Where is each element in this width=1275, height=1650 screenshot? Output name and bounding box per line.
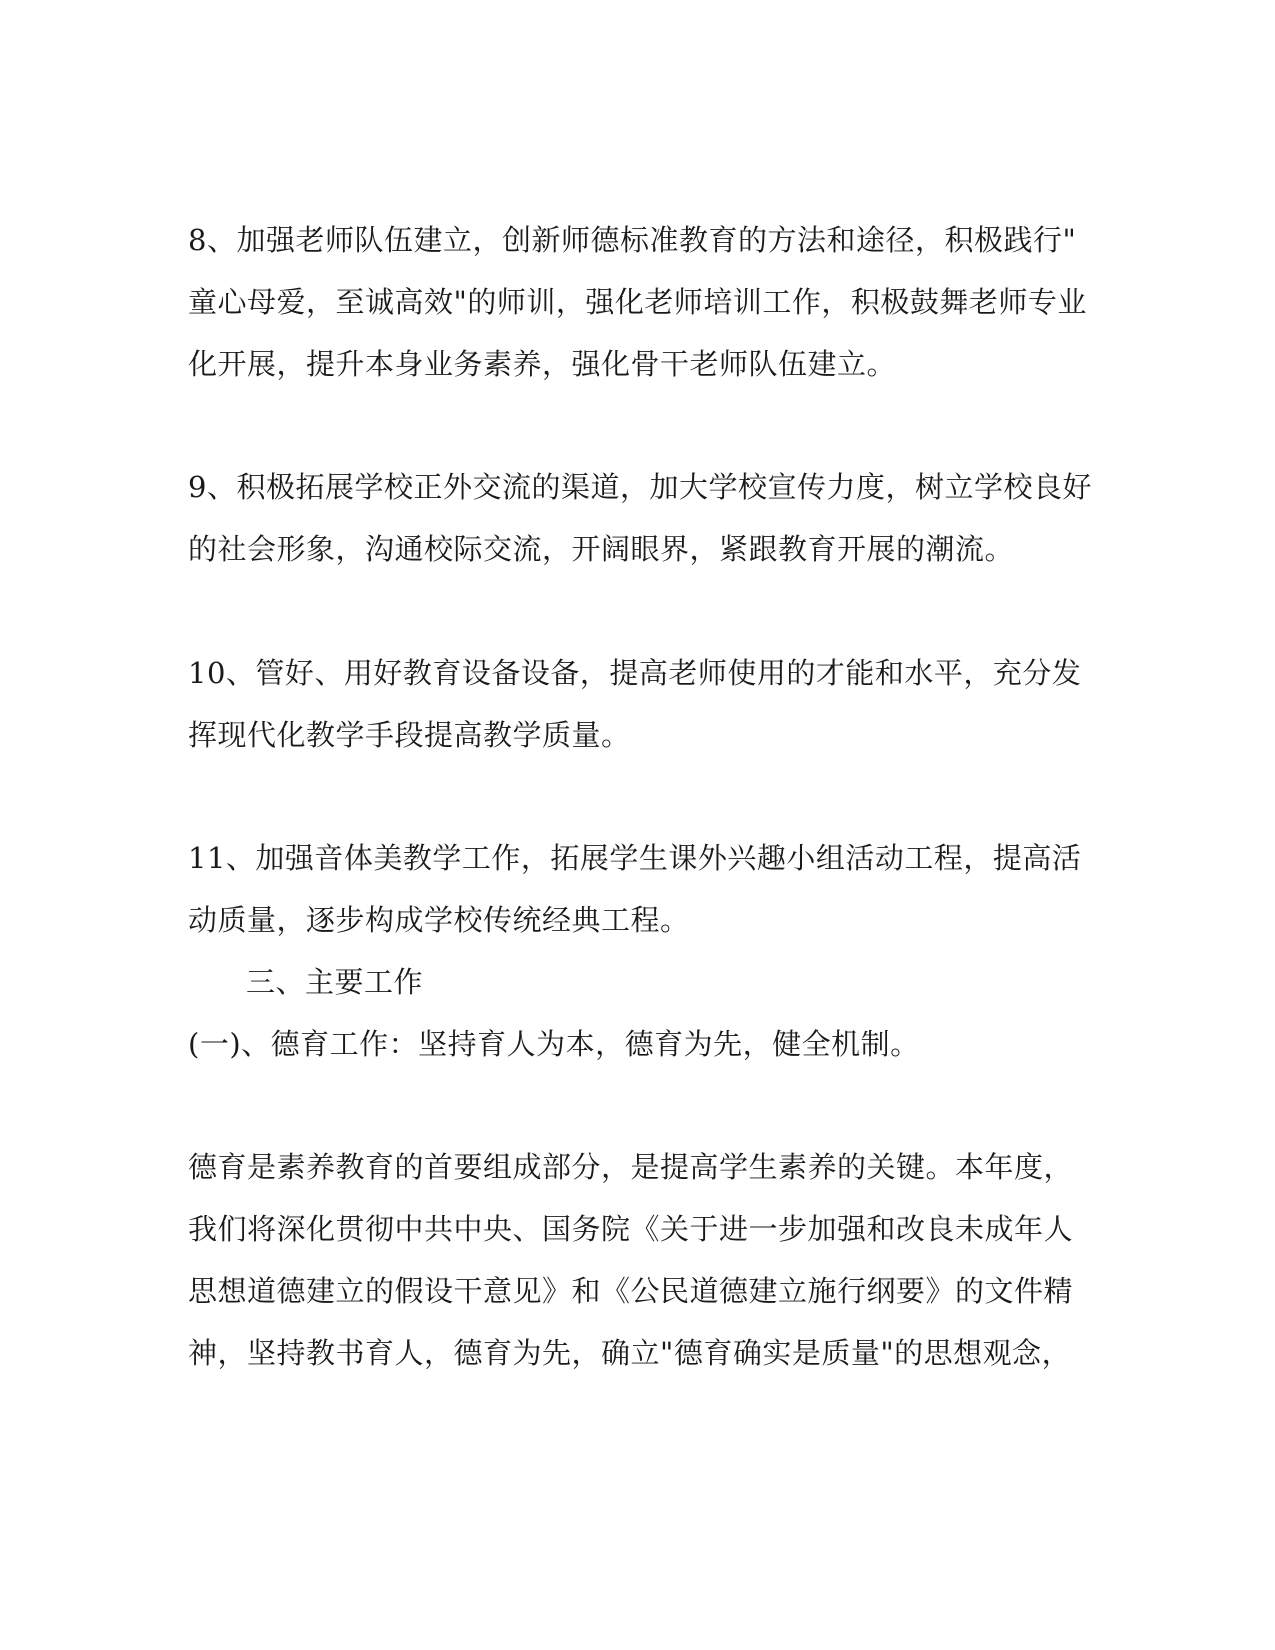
moral-paragraph-line-1: 德育是素养教育的首要组成部分，是提高学生素养的关键。本年度， (188, 1150, 1074, 1184)
item-11-line-2: 动质量，逐步构成学校传统经典工程。 (188, 903, 690, 937)
item-11-line-1: 11、加强音体美教学工作，拓展学生课外兴趣小组活动工程，提高活 (188, 841, 1082, 875)
item-8-line-1: 8、加强老师队伍建立，创新师德标准教育的方法和途径，积极践行" (188, 223, 1077, 257)
subsection-heading: (一)、德育工作：坚持育人为本，德育为先，健全机制。 (188, 1027, 920, 1061)
moral-paragraph-line-4: 神，坚持教书育人，德育为先，确立"德育确实是质量"的思想观念， (188, 1336, 1072, 1370)
item-10-line-1: 10、管好、用好教育设备设备，提高老师使用的才能和水平，充分发 (188, 656, 1082, 690)
moral-paragraph-line-3: 思想道德建立的假设干意见》和《公民道德建立施行纲要》的文件精 (188, 1274, 1074, 1308)
moral-paragraph-line-2: 我们将深化贯彻中共中央、国务院《关于进一步加强和改良未成年人 (188, 1212, 1074, 1246)
section-heading: 三、主要工作 (246, 965, 424, 999)
item-9-line-2: 的社会形象，沟通校际交流，开阔眼界，紧跟教育开展的潮流。 (188, 532, 1015, 566)
item-10-line-2: 挥现代化教学手段提高教学质量。 (188, 718, 631, 752)
item-8-line-3: 化开展，提升本身业务素养，强化骨干老师队伍建立。 (188, 347, 897, 381)
item-8-line-2: 童心母爱，至诚高效"的师训，强化老师培训工作，积极鼓舞老师专业 (188, 285, 1087, 319)
item-9-line-1: 9、积极拓展学校正外交流的渠道，加大学校宣传力度，树立学校良好 (188, 470, 1092, 504)
